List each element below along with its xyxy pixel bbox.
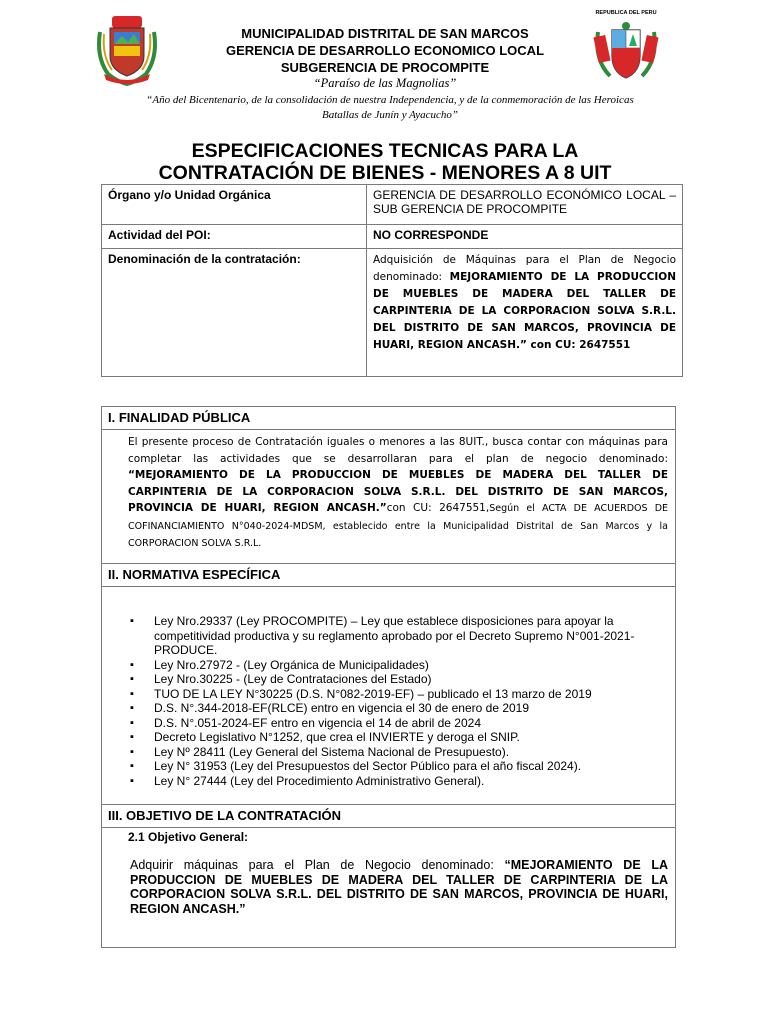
list-item: ▪ Ley N° 27444 (Ley del Procedimiento Administrativo General). bbox=[128, 774, 668, 789]
table-row bbox=[102, 249, 683, 377]
objetivo-bold: “MEJORAMIENTO DE LA PRODUCCION DE MUEBLES DE MADERA DEL TALLER DE CARPINTERIA DE LA CORPORACION SOLVA S.R.L. DEL DISTRITO DE SAN MARCOS, PROVINCIA DE HUARI, REGION ANCASH.” bbox=[130, 858, 668, 916]
table-row bbox=[102, 185, 683, 225]
organo-value: GERENCIA DE DESARROLLO ECONÓMICO LOCAL – SUB GERENCIA DE PROCOMPITE bbox=[367, 185, 683, 225]
denominacion-label: Denominación de la contratación: bbox=[102, 249, 367, 377]
list-item: ▪ Ley Nº 28411 (Ley General del Sistema Nacional de Presupuesto). bbox=[128, 745, 668, 760]
objetivo-general-text bbox=[130, 858, 668, 916]
list-item: ▪ Ley Nro.27972 - (Ley Orgánica de Municipalidades) bbox=[128, 658, 668, 673]
list-item: ▪ Ley Nro.29337 (Ley PROCOMPITE) – Ley que establece disposiciones para apoyar la competitividad productiva y su reglamento aprobado por el Decreto Supremo N°001-2021-PRODUCE. bbox=[128, 614, 668, 658]
list-item: ▪ Ley Nro.30225 - (Ley de Contrataciones del Estado) bbox=[128, 672, 668, 687]
list-item: ▪ D.S. N°.051-2024-EF entro en vigencia el 14 de abril de 2024 bbox=[128, 716, 668, 731]
section-1-acta: Según el ACTA DE ACUERDOS DE COFINANCIAMIENTO N°040-2024-MDSM, establecido entre la Municipalidad Distrital de San Marcos y la CORPORACION SOLVA S.R.L. bbox=[128, 503, 669, 549]
list-item: ▪ D.S. N°.344-2018-EF(RLCE) entro en vigencia el 30 de enero de 2019 bbox=[128, 701, 668, 716]
objetivo-prefix: Adquirir máquinas para el Plan de Negocio denominado: bbox=[130, 858, 494, 872]
actividad-label: Actividad del POI: bbox=[102, 225, 367, 249]
section-1-heading: I. FINALIDAD PÚBLICA bbox=[101, 406, 676, 430]
section-1-bold: “MEJORAMIENTO DE LA PRODUCCION DE MUEBLES DE MADERA DEL TALLER DE CARPINTERIA DE LA CORPORACION SOLVA S.R.L. DEL DISTRITO DE SAN MARCOS, PROVINCIA DE HUARI, REGION ANCASH.” bbox=[128, 469, 668, 514]
list-item: ▪ Decreto Legislativo N°1252, que crea el INVIERTE y deroga el SNIP. bbox=[128, 730, 668, 745]
section-1-text bbox=[128, 434, 668, 553]
objetivo-general-subheading: 2.1 Objetivo General: bbox=[128, 830, 249, 844]
header-line-2: GERENCIA DE DESARROLLO ECONOMICO LOCAL bbox=[225, 43, 545, 58]
organo-label: Órgano y/o Unidad Orgánica bbox=[102, 185, 367, 225]
info-table bbox=[101, 184, 683, 377]
section-1-prefix: El presente proceso de Contratación iguales o menores a las 8UIT., busca contar con máquinas para completar las actividades que se desarrollaran para el plan de negocio denominado: bbox=[128, 436, 668, 465]
header-motto: “Paraíso de las Magnolias” bbox=[313, 76, 457, 90]
section-3-heading: III. OBJETIVO DE LA CONTRATACIÓN bbox=[101, 804, 676, 828]
actividad-value: NO CORRESPONDE bbox=[367, 225, 683, 249]
year-line-2: Batallas de Junín y Ayacucho” bbox=[321, 109, 459, 121]
header-line-3: SUBGERENCIA DE PROCOMPITE bbox=[280, 60, 490, 75]
normativa-list bbox=[128, 614, 668, 788]
list-item: ▪ TUO DE LA LEY N°30225 (D.S. N°082-2019-EF) – publicado el 13 marzo de 2019 bbox=[128, 687, 668, 702]
section-2-heading: II. NORMATIVA ESPECÍFICA bbox=[101, 563, 676, 587]
denominacion-prefix: Adquisición de Máquinas para el Plan de Negocio denominado: bbox=[373, 254, 676, 283]
section-1-cu: con CU: 2647551, bbox=[386, 502, 490, 514]
denominacion-bold: MEJORAMIENTO DE LA PRODUCCION DE MUEBLES DE MADERA DEL TALLER DE CARPINTERIA DE LA CORPORACION SOLVA S.R.L. DEL DISTRITO DE SAN MARCOS, PROVINCIA DE HUARI, REGION ANCASH.” con CU: 2647551 bbox=[373, 271, 676, 351]
table-row bbox=[102, 225, 683, 249]
denominacion-value bbox=[367, 249, 683, 377]
seal-caption: REPUBLICA DEL PERU bbox=[595, 10, 657, 16]
list-item: ▪ Ley N° 31953 (Ley del Presupuestos del Sector Público para el año fiscal 2024). bbox=[128, 759, 668, 774]
header-line-1: MUNICIPALIDAD DISTRITAL DE SAN MARCOS bbox=[241, 26, 529, 41]
document-title-line-2: CONTRATACIÓN DE BIENES - MENORES A 8 UIT bbox=[158, 162, 612, 184]
document-title-line-1: ESPECIFICACIONES TECNICAS PARA LA bbox=[191, 140, 579, 162]
year-line-1: “Año del Bicentenario, de la consolidación de nuestra Independencia, y de la conmemoración de las Heroicas bbox=[146, 94, 634, 106]
